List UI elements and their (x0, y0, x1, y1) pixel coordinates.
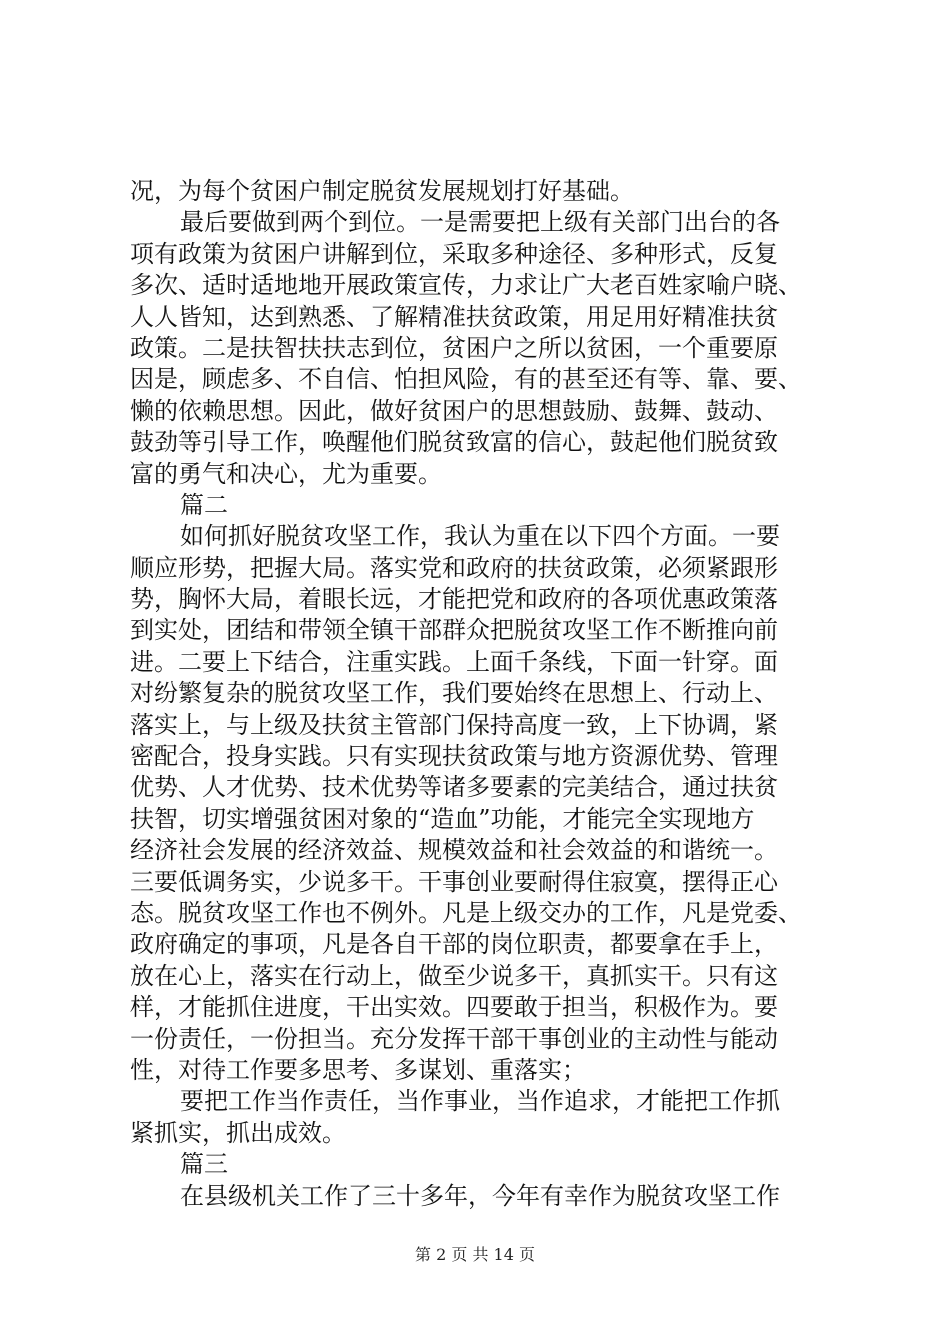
text-line: 经济社会发展的经济效益、规模效益和社会效益的和谐统一。 (130, 836, 778, 865)
text-line: 放在心上，落实在行动上，做至少说多干，真抓实干。只有这 (130, 961, 778, 990)
text-line: 在县级机关工作了三十多年，今年有幸作为脱贫攻坚工作 (180, 1181, 780, 1210)
text-line: 况，为每个贫困户制定脱贫发展规划打好基础。 (130, 177, 634, 205)
text-line: 态。脱贫攻坚工作也不例外。凡是上级交办的工作，凡是党委、 (130, 898, 802, 927)
text-line: 对纷繁复杂的脱贫攻坚工作，我们要始终在思想上、行动上、 (130, 679, 778, 708)
text-line: 密配合，投身实践。只有实现扶贫政策与地方资源优势、管理 (130, 742, 778, 771)
text-line: 到实处，团结和带领全镇干部群众把脱贫攻坚工作不断推向前 (130, 616, 778, 645)
text-line: 样，才能抓住进度，干出实效。四要敢于担当，积极作为。要 (130, 993, 778, 1022)
text-line: 优势、人才优势、技术优势等诸多要素的完美结合，通过扶贫 (130, 773, 778, 802)
text-line: 势，胸怀大局，着眼长远，才能把党和政府的各项优惠政策落 (130, 585, 778, 614)
text-line: 性，对待工作要多思考、多谋划、重落实； (130, 1055, 586, 1084)
text-line: 因是，顾虑多、不自信、怕担风险，有的甚至还有等、靠、要、 (130, 365, 802, 394)
text-line: 篇二 (180, 490, 228, 519)
text-line: 人人皆知，达到熟悉、了解精准扶贫政策，用足用好精准扶贫 (130, 302, 778, 331)
text-line: 篇三 (180, 1150, 228, 1179)
text-line: 富的勇气和决心，尤为重要。 (130, 459, 442, 488)
body-text (130, 176, 830, 1212)
text-line: 政策。二是扶智扶扶志到位，贫困户之所以贫困，一个重要原 (130, 333, 778, 362)
text-line: 项有政策为贫困户讲解到位，采取多种途径、多种形式，反复 (130, 239, 778, 268)
text-line: 顺应形势，把握大局。落实党和政府的扶贫政策，必须紧跟形 (130, 553, 778, 582)
text-line: 懒的依赖思想。因此，做好贫困户的思想鼓励、鼓舞、鼓动、 (130, 396, 778, 425)
page-footer: 第 2 页 共 14 页 (415, 1245, 535, 1264)
text-line: 要把工作当作责任，当作事业，当作追求，才能把工作抓 (180, 1087, 780, 1116)
text-line: 三要低调务实，少说多干。干事创业要耐得住寂寞，摆得正心 (130, 867, 778, 896)
text-line: 政府确定的事项，凡是各自干部的岗位职责，都要拿在手上， (130, 930, 778, 959)
text-line: 紧抓实，抓出成效。 (130, 1118, 346, 1147)
text-line: 多次、适时适地地开展政策宣传，力求让广大老百姓家喻户晓、 (130, 271, 802, 300)
text-line: 鼓劲等引导工作，唤醒他们脱贫致富的信心，鼓起他们脱贫致 (130, 428, 778, 457)
text-line: 落实上，与上级及扶贫主管部门保持高度一致，上下协调，紧 (130, 710, 778, 739)
text-line: 一份责任，一份担当。充分发挥干部干事创业的主动性与能动 (130, 1024, 778, 1053)
text-line: 进。二要上下结合，注重实践。上面千条线，下面一针穿。面 (130, 647, 778, 676)
text-line: 扶智，切实增强贫困对象的“造血”功能，才能完全实现地方 (130, 804, 755, 833)
text-line: 最后要做到两个到位。一是需要把上级有关部门出台的各 (180, 208, 780, 237)
text-line: 如何抓好脱贫攻坚工作，我认为重在以下四个方面。一要 (180, 522, 780, 551)
